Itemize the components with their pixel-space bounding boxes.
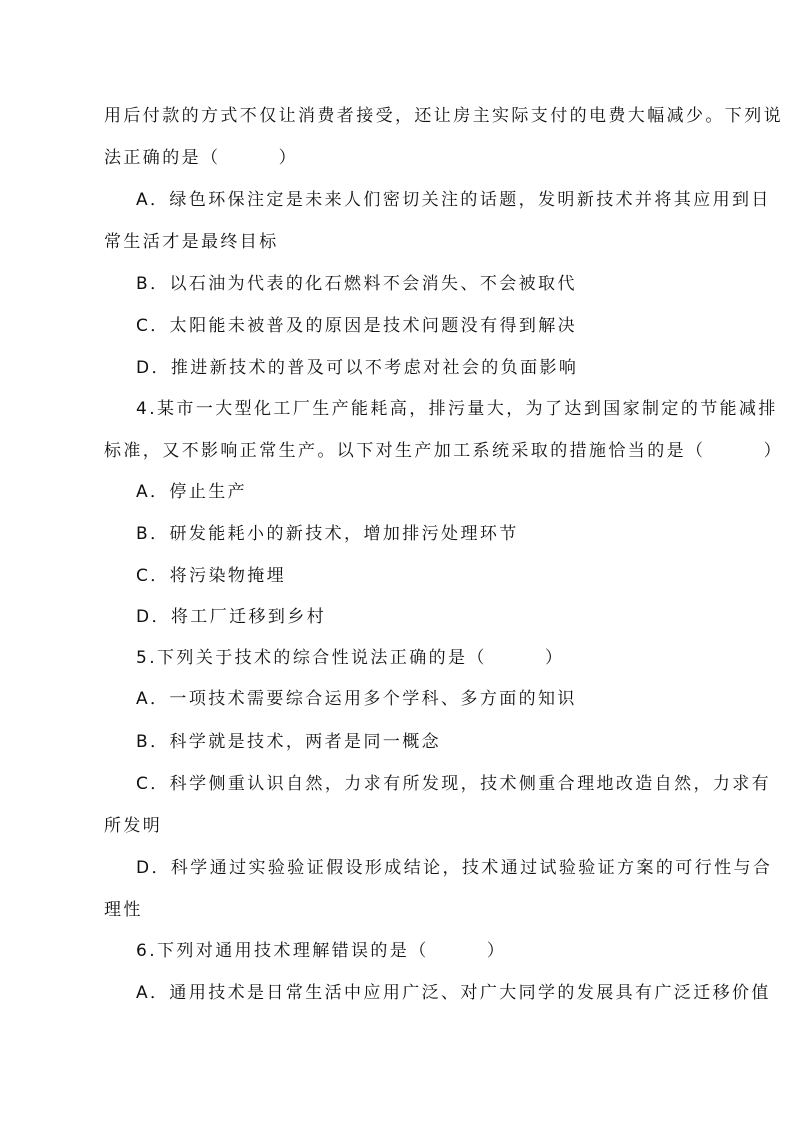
text-line: 用后付款的方式不仅让消费者接受，还让房主实际支付的电费大幅减少。下列说 [104,106,783,126]
text-line: A．一项技术需要综合运用多个学科、多方面的知识 [136,689,577,709]
text-line: 4.某市一大型化工厂生产能耗高，排污量大，为了达到国家制定的节能减排 [136,399,778,419]
text-line: 标准，又不影响正常生产。以下对生产加工系统采取的措施恰当的是（ ） [104,441,783,461]
text-line: A．停止生产 [136,482,248,502]
text-line: 6.下列对通用技术理解错误的是（ ） [136,941,507,961]
text-line: 常生活才是最终目标 [104,232,279,252]
text-line: 法正确的是（ ） [104,148,298,168]
text-line: A．绿色环保注定是未来人们密切关注的话题，发明新技术并将其应用到日 [136,190,771,210]
text-line: D．将工厂迁移到乡村 [136,607,327,627]
text-line: C．太阳能未被普及的原因是技术问题没有得到解决 [136,316,578,336]
text-line: D．科学通过实验验证假设形成结论，技术通过试验验证方案的可行性与合 [136,858,773,878]
text-line: C．科学侧重认识自然，力求有所发现，技术侧重合理地改造自然，力求有 [136,774,772,794]
text-line: A．通用技术是日常生活中应用广泛、对广大同学的发展具有广泛迁移价值 [136,983,771,1003]
text-line: 理性 [104,900,143,920]
text-line: B．以石油为代表的化石燃料不会消失、不会被取代 [136,274,577,294]
text-line: 所发明 [104,816,163,836]
text-line: 5.下列关于技术的综合性说法正确的是（ ） [136,648,565,668]
text-line: C．将污染物掩埋 [136,566,287,586]
text-line: B．科学就是技术，两者是同一概念 [136,732,442,752]
text-line: B．研发能耗小的新技术，增加排污处理环节 [136,524,519,544]
text-line: D．推进新技术的普及可以不考虑对社会的负面影响 [136,358,579,378]
